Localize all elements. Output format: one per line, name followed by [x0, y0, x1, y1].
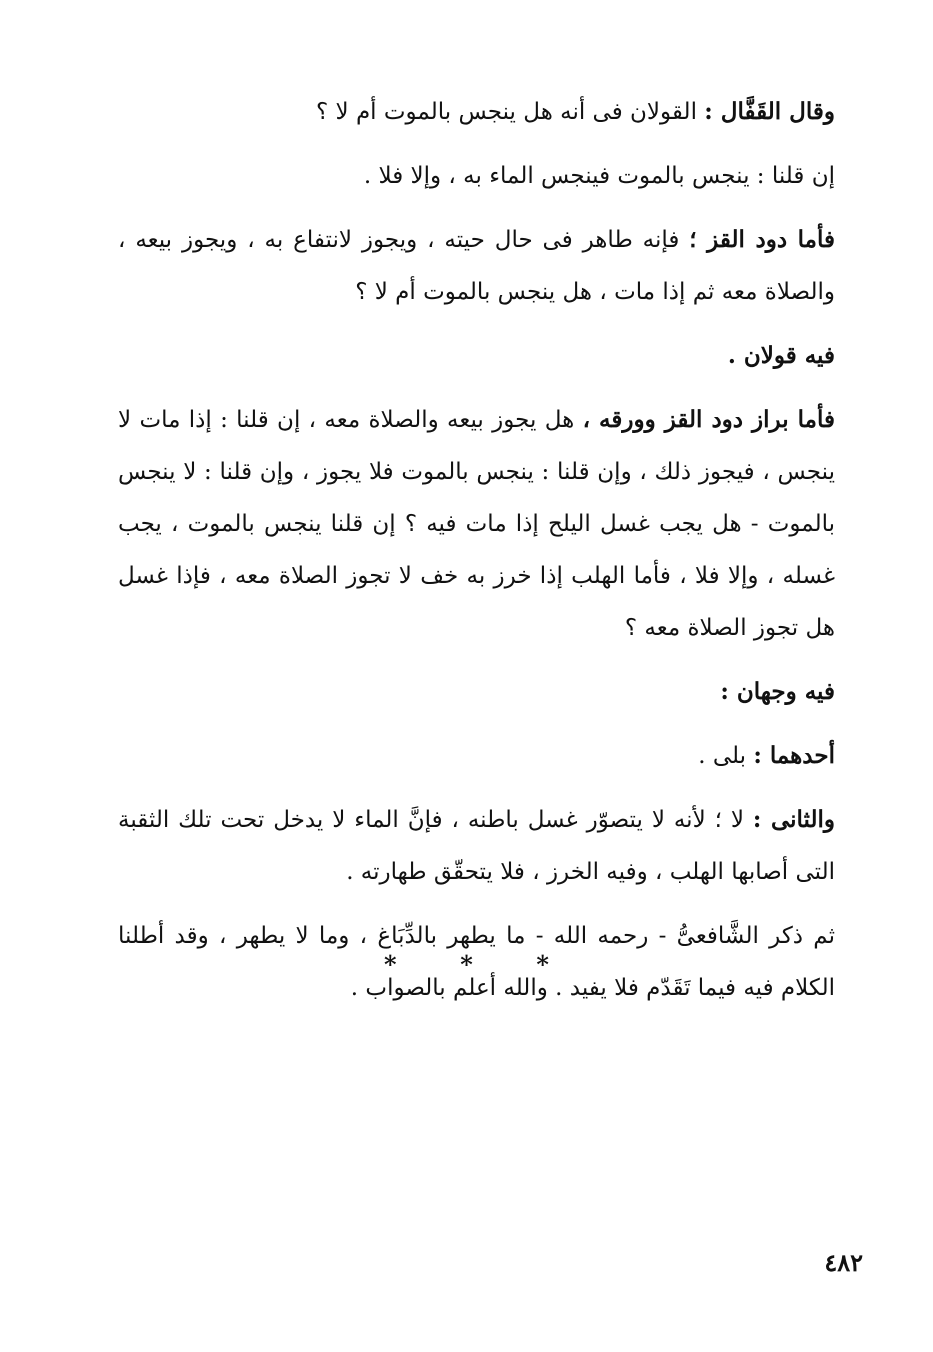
paragraph-6: [118, 666, 863, 718]
paragraph-5: [118, 394, 863, 654]
paragraph-text: لا ؛ لأنه لا يتصوّر غسل باطنه ، فإنَّ الماء لا يدخل تحت تلك الثقبة التى أصابها الهلب ، وفيه الخرز ، فلا يتحقّق طهارته .: [118, 807, 835, 885]
section-ornament: [0, 950, 933, 979]
paragraph-lead: فأما دود القز ؛: [689, 226, 835, 253]
paragraph-8: [118, 794, 863, 898]
paragraph-text: هل يجوز بيعه والصلاة معه ، إن قلنا : إذا مات لا ينجس ، فيجوز ذلك ، وإن قلنا : ينجس بالموت فلا يجوز ، وإن قلنا : لا ينجس بالموت - هل يجب غسل اليلح إذا مات فيه ؟ إن قلنا ينجس بالموت ، يجب غسله ، وإلا فلا ، فأما الهلب إذا خرز به خف لا تجوز الصلاة معه ، فإذا غسل هل تجوز الصلاة معه ؟: [118, 407, 835, 641]
paragraph-text: ثم ذكر الشَّافعىُّ - رحمه الله - ما يطهر بالدِّبَاغ ، وما لا يطهر ، وقد أطلنا الكلام فيه فيما تَقَدّم فلا يفيد . والله أعلم بالصواب .: [118, 923, 835, 1001]
page-number: ٤٨٢: [824, 1248, 863, 1277]
ornament-star: *: [460, 950, 473, 979]
paragraph-text: القولان فى أنه هل ينجس بالموت أم لا ؟: [316, 99, 705, 125]
paragraph-text: إن قلنا : ينجس بالموت فينجس الماء به ، وإلا فلا .: [363, 163, 835, 189]
paragraph-7: [118, 730, 863, 782]
ornament-star: *: [384, 950, 397, 979]
paragraph-lead: والثانى :: [752, 806, 835, 833]
body-text: [118, 86, 863, 1026]
paragraph-text: بلى .: [698, 743, 754, 769]
ornament-star: *: [536, 950, 549, 979]
paragraph-3: [118, 214, 863, 318]
paragraph-lead: فأما براز دود القز وورقه ،: [582, 406, 835, 433]
paragraph-lead: فيه وجهان :: [720, 678, 835, 705]
paragraph-lead: فيه قولان .: [727, 342, 835, 369]
paragraph-lead: أحدهما :: [753, 742, 835, 769]
paragraph-lead: وقال القَفَّال :: [704, 98, 835, 125]
paragraph-text: فإنه طاهر فى حال حيته ، ويجوز لانتفاع به ، ويجوز بيعه ، والصلاة معه ثم إذا مات ، هل ينجس بالموت أم لا ؟: [118, 227, 835, 305]
paragraph-1: [118, 86, 863, 138]
paragraph-4: [118, 330, 863, 382]
paragraph-2: [118, 150, 863, 202]
